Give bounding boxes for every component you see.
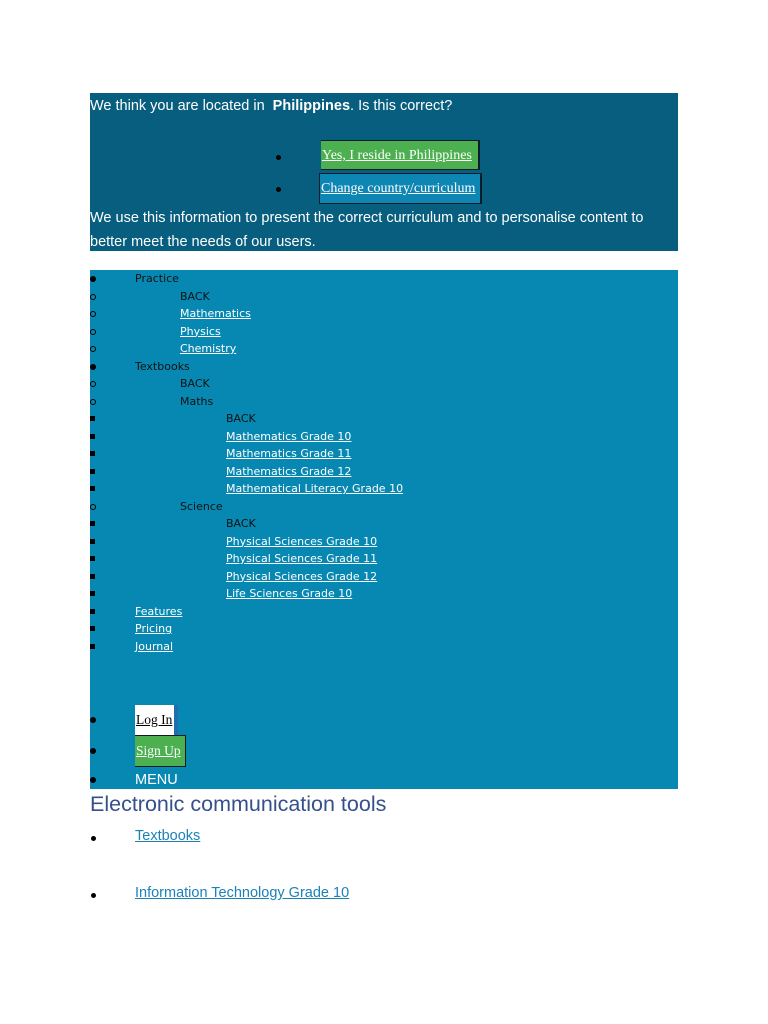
- disc-bullet-icon: [90, 717, 96, 723]
- nav-item-label: Textbooks: [135, 359, 190, 373]
- nav-link[interactable]: Chemistry: [180, 342, 237, 355]
- nav-item-science[interactable]: [180, 498, 223, 516]
- square-bullet-icon: [90, 434, 95, 439]
- circle-bullet-icon: [90, 329, 96, 335]
- location-question: [90, 98, 452, 114]
- nav-item-maths[interactable]: [180, 393, 213, 411]
- nav-item-label: BACK: [180, 377, 210, 390]
- square-bullet-icon: [90, 539, 95, 544]
- nav-item-textbooks-back[interactable]: [180, 375, 210, 393]
- nav-item-practice-back[interactable]: [180, 288, 210, 306]
- square-bullet-icon: [90, 609, 95, 614]
- main-navigation: [90, 270, 678, 789]
- location-note: We use this information to present the correct curriculum and to personalise content to better meet the needs of our users.: [90, 210, 644, 250]
- nav-item-practice-chemistry[interactable]: [180, 340, 236, 358]
- nav-link[interactable]: Features: [135, 604, 183, 618]
- nav-link[interactable]: Mathematics: [180, 307, 251, 320]
- breadcrumb-link-information-technology[interactable]: Information Technology Grade 10: [135, 885, 350, 901]
- square-bullet-icon: [90, 556, 95, 561]
- disc-bullet-icon: [90, 276, 96, 282]
- location-country: Philippines: [272, 98, 351, 114]
- nav-item-label: Maths: [180, 394, 214, 408]
- nav-item-label: BACK: [180, 289, 210, 303]
- nav-item-label: BACK: [226, 412, 256, 425]
- circle-bullet-icon: [90, 399, 96, 405]
- nav-item-practice-physics[interactable]: [180, 323, 221, 341]
- nav-item-features[interactable]: [135, 603, 182, 621]
- square-bullet-icon: [90, 574, 95, 579]
- change-country-button[interactable]: Change country/curriculum: [319, 173, 482, 204]
- nav-item-practice-mathematics[interactable]: [180, 305, 251, 323]
- bullet-icon: [276, 155, 281, 160]
- nav-link[interactable]: Mathematics Grade 12: [226, 464, 352, 478]
- nav-item-maths-back[interactable]: [226, 410, 256, 428]
- nav-item-maths-literacy-10[interactable]: [226, 480, 403, 498]
- nav-item-practice[interactable]: [135, 270, 179, 288]
- circle-bullet-icon: [90, 346, 96, 352]
- circle-bullet-icon: [90, 294, 96, 300]
- circle-bullet-icon: [90, 311, 96, 317]
- square-bullet-icon: [90, 451, 95, 456]
- location-question-suffix: . Is this correct?: [350, 98, 453, 114]
- nav-item-physical-sciences-11[interactable]: [226, 550, 377, 568]
- nav-link[interactable]: Life Sciences Grade 10: [226, 587, 353, 600]
- square-bullet-icon: [90, 521, 95, 526]
- nav-link[interactable]: Physical Sciences Grade 11: [226, 552, 378, 565]
- circle-bullet-icon: [90, 381, 96, 387]
- nav-item-label: Science: [180, 499, 223, 513]
- nav-link[interactable]: Pricing: [135, 622, 173, 635]
- nav-item-maths-grade-12[interactable]: [226, 463, 351, 481]
- square-bullet-icon: [90, 416, 95, 421]
- nav-item-science-back[interactable]: [226, 515, 256, 533]
- bullet-icon: [276, 187, 281, 192]
- confirm-country-button[interactable]: Yes, I reside in Philippines: [321, 140, 480, 170]
- square-bullet-icon: [90, 626, 95, 631]
- nav-link[interactable]: Physical Sciences Grade 12: [226, 569, 378, 583]
- breadcrumb-link-textbooks[interactable]: Textbooks: [135, 828, 201, 844]
- circle-bullet-icon: [90, 504, 96, 510]
- nav-link[interactable]: Mathematical Literacy Grade 10: [226, 482, 404, 495]
- nav-link[interactable]: Physical Sciences Grade 10: [226, 534, 378, 548]
- bullet-icon: [91, 836, 96, 841]
- login-button[interactable]: Log In: [135, 705, 178, 735]
- nav-item-textbooks[interactable]: [135, 358, 190, 376]
- nav-link[interactable]: Mathematics Grade 11: [226, 447, 352, 460]
- signup-button[interactable]: Sign Up: [135, 735, 186, 767]
- nav-item-physical-sciences-12[interactable]: [226, 568, 377, 586]
- nav-item-pricing[interactable]: [135, 620, 172, 638]
- square-bullet-icon: [90, 591, 95, 596]
- nav-item-maths-grade-10[interactable]: [226, 428, 351, 446]
- nav-item-physical-sciences-10[interactable]: [226, 533, 377, 551]
- square-bullet-icon: [90, 469, 95, 474]
- disc-bullet-icon: [90, 364, 96, 370]
- square-bullet-icon: [90, 486, 95, 491]
- square-bullet-icon: [90, 644, 95, 649]
- nav-link[interactable]: Journal: [135, 639, 174, 653]
- menu-toggle[interactable]: MENU: [135, 772, 178, 788]
- disc-bullet-icon: [90, 777, 96, 783]
- nav-link[interactable]: Physics: [180, 324, 221, 338]
- nav-item-label: Practice: [135, 272, 179, 285]
- nav-link[interactable]: Mathematics Grade 10: [226, 429, 352, 443]
- nav-item-journal[interactable]: [135, 638, 173, 656]
- nav-item-life-sciences-10[interactable]: [226, 585, 352, 603]
- location-banner: [90, 93, 678, 251]
- location-question-prefix: We think you are located in: [90, 98, 265, 114]
- page-title: Electronic communication tools: [90, 792, 387, 816]
- nav-item-label: BACK: [226, 517, 256, 530]
- disc-bullet-icon: [90, 748, 96, 754]
- bullet-icon: [91, 893, 96, 898]
- nav-item-maths-grade-11[interactable]: [226, 445, 351, 463]
